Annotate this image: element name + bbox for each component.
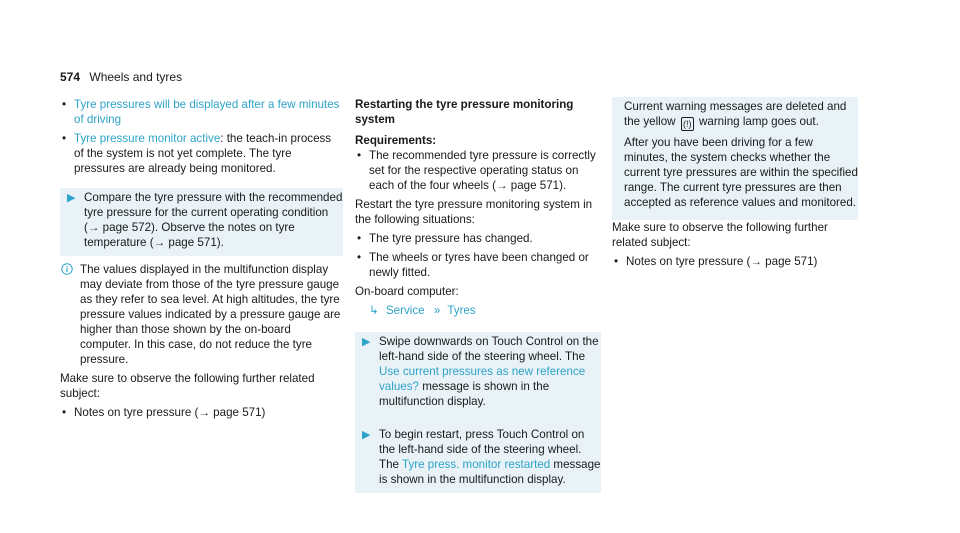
play-arrow-icon: ▶ [67,192,76,204]
menu-arrow-icon: ↳ [369,304,379,317]
menu-item-tyres[interactable]: Tyres [447,304,476,317]
tyre-warning-lamp-icon: (!) [681,117,694,131]
result-text: After you have been driving for a few minutes, the system checks whether the current tyre pressures are within the specified range. The current tyre pressures are then accepted as reference values and monitored. [624,136,858,209]
info-icon [61,263,73,275]
step-text: Compare the tyre pressure with the recommended tyre pressure for the current operating condition (→ page 572). Observe the notes on tyre temperature (→ page 571). [84,191,343,249]
column-1 [60,97,343,424]
instruction-step [355,334,601,409]
requirements-label: Requirements: [355,134,437,147]
list-item [355,250,601,280]
step-band [60,188,343,256]
list-item [60,131,343,176]
menu-item-service[interactable]: Service [385,304,425,317]
cross-reference-link[interactable]: Notes on tyre pressure (→ page 571) [74,406,266,419]
instruction-step [60,190,343,250]
section-title: Wheels and tyres [89,70,183,84]
column-3 [612,97,858,273]
result-text: Current warning messages are deleted and the yellow (!) warning lamp goes out. [624,100,847,129]
section-heading: Restarting the tyre pressure monitoring system [355,98,574,126]
page-number: 574 [60,70,81,84]
step-text: Swipe downwards on Touch Control on the left-hand side of the steering wheel. The [379,335,599,363]
note-text: The values displayed in the multifunction display may deviate from those of the tyre pressure gauge as they refer to sea level. At high altitudes, the tyre pressure values indicated by a pressure gauge are higher than those shown by the on-board computer. In this case, do not reduce the tyre pressure. [80,263,341,366]
menu-path [355,303,601,318]
page-header [60,70,182,85]
step-text: To begin restart, press Touch Control on the left-hand side of the steering wheel. The [379,428,585,471]
display-message-link[interactable]: Tyre pressure monitor active [74,132,221,145]
list-item [612,254,858,269]
display-message-link[interactable]: Tyre pressures will be displayed after a few minutes of driving [74,98,340,126]
situation-text: The wheels or tyres have been changed or newly fitted. [369,251,589,279]
situation-text: The tyre pressure has changed. [369,232,533,245]
display-message-link[interactable]: Use current pressures as new reference values? [379,365,586,393]
play-arrow-icon: ▶ [362,429,371,441]
play-arrow-icon: ▶ [362,336,371,348]
related-subject-intro: Make sure to observe the following further related subject: [612,221,828,249]
step-band [355,332,601,493]
list-item [355,231,601,246]
restart-intro: Restart the tyre pressure monitoring system in the following situations: [355,198,593,226]
list-item [355,148,601,193]
cross-reference-link[interactable]: Notes on tyre pressure (→ page 571) [626,255,818,268]
list-item [60,97,343,127]
onboard-computer-label: On-board computer: [355,285,459,298]
info-note [60,262,343,367]
related-subject-intro: Make sure to observe the following further related subject: [60,372,315,400]
instruction-step [355,427,601,487]
list-item [60,405,343,420]
column-2 [355,97,601,493]
menu-arrow-icon: » [433,304,441,317]
list-item-text: : the teach-in process of the system is not yet complete. The tyre pressures are already being monitored. [74,132,332,175]
step-text: message is shown in the multifunction display. [379,380,550,408]
step-text: message is shown in the multifunction display. [379,458,601,486]
requirement-text: The recommended tyre pressure is correctly set for the respective operating status on each of the four wheels (→ page 571). [369,149,596,192]
display-message-link[interactable]: Tyre press. monitor restarted [402,458,551,471]
step-band [612,97,858,220]
